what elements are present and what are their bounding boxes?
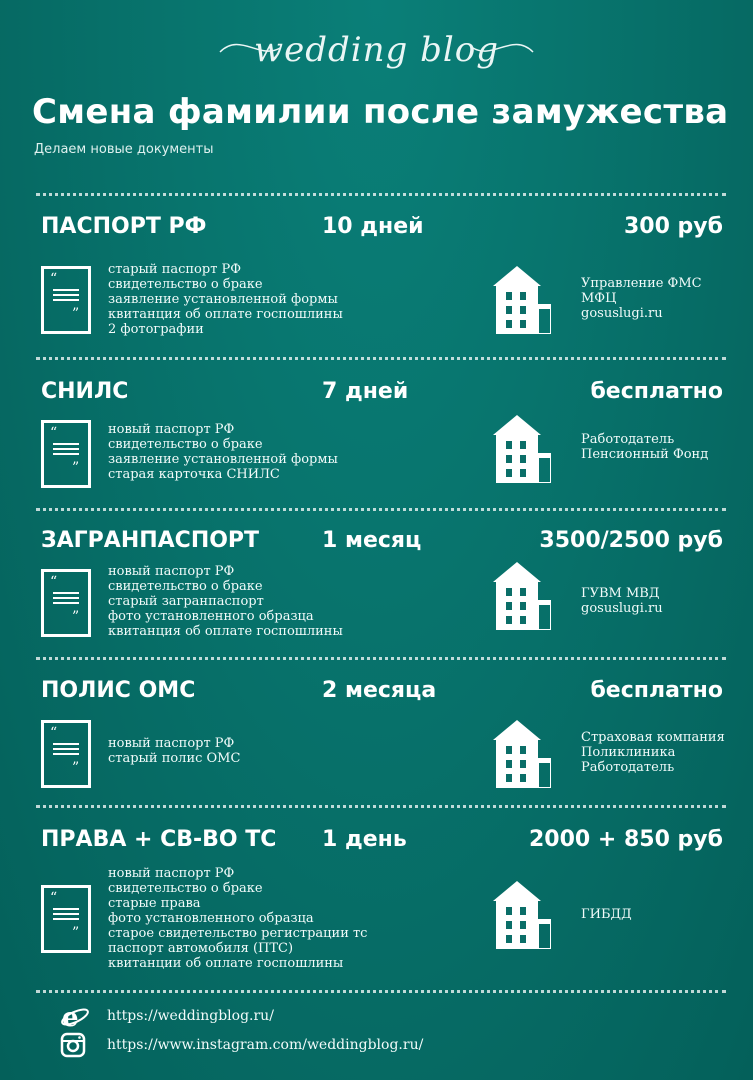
svg-text:e: e	[62, 1003, 79, 1029]
section-duration: 10 дней	[322, 214, 424, 239]
list-item: новый паспорт РФ	[108, 866, 235, 881]
svg-text:“: “	[50, 574, 58, 590]
documents-list	[108, 564, 343, 639]
section-price: бесплатно	[590, 379, 723, 404]
list-item: Страховая компания	[581, 730, 725, 745]
documents-list	[108, 866, 367, 971]
list-item: старые права	[108, 896, 201, 911]
section-price: 300 руб	[623, 214, 723, 239]
offices-list	[581, 432, 708, 462]
divider	[36, 508, 726, 511]
list-item: старый загранпаспорт	[108, 594, 264, 609]
svg-text:“: “	[50, 725, 58, 741]
list-item: gosuslugi.ru	[581, 306, 663, 321]
list-item: gosuslugi.ru	[581, 601, 663, 616]
divider	[36, 357, 726, 360]
instagram-link[interactable]: https://www.instagram.com/weddingblog.ru/	[107, 1037, 424, 1053]
list-item: квитанция об оплате госпошлины	[108, 307, 343, 322]
svg-text:”: ”	[72, 609, 80, 625]
offices-list	[581, 730, 725, 775]
list-item: Пенсионный Фонд	[581, 447, 709, 462]
building-icon	[493, 879, 551, 949]
list-item: 2 фотографии	[108, 322, 204, 337]
section-price: 2000 + 850 руб	[528, 827, 723, 852]
svg-text:”: ”	[72, 460, 80, 476]
divider	[36, 805, 726, 808]
list-item: свидетельство о браке	[108, 579, 263, 594]
divider	[36, 990, 726, 993]
document-icon	[41, 569, 91, 637]
section-duration: 7 дней	[322, 379, 409, 404]
svg-text:“: “	[50, 890, 58, 906]
list-item: Поликлиника	[581, 745, 676, 760]
svg-text:”: ”	[72, 306, 80, 322]
document-icon	[41, 885, 91, 953]
list-item: Работодатель	[581, 760, 675, 775]
section-price: 3500/2500 руб	[539, 528, 723, 553]
svg-text:”: ”	[72, 925, 80, 941]
list-item: свидетельство о браке	[108, 881, 263, 896]
page-title: Смена фамилии после замужества	[32, 92, 729, 132]
section-title: ЗАГРАНПАСПОРТ	[41, 528, 260, 553]
list-item: Управление ФМС	[581, 276, 702, 291]
section-title: ПОЛИС ОМС	[41, 678, 196, 703]
list-item: новый паспорт РФ	[108, 422, 235, 437]
list-item: старый паспорт РФ	[108, 262, 242, 277]
svg-text:“: “	[50, 271, 58, 287]
list-item: заявление установленной формы	[108, 292, 338, 307]
logo-text: wedding blog	[254, 30, 499, 70]
list-item: старая карточка СНИЛС	[108, 467, 280, 482]
building-icon	[493, 413, 551, 483]
building-icon	[493, 560, 551, 630]
divider	[36, 193, 726, 196]
document-icon	[41, 266, 91, 334]
list-item: новый паспорт РФ	[108, 564, 235, 579]
list-item: старый полис ОМС	[108, 751, 241, 766]
list-item: квитанция об оплате госпошлины	[108, 624, 343, 639]
section-duration: 2 месяца	[322, 678, 437, 703]
section-title: СНИЛС	[41, 379, 129, 404]
list-item: фото установленного образца	[108, 609, 314, 624]
list-item: квитанции об оплате госпошлины	[108, 956, 344, 971]
section-duration: 1 день	[322, 827, 407, 852]
internet-explorer-icon	[60, 1003, 90, 1029]
building-icon	[493, 718, 551, 788]
section-title: ПРАВА + СВ-ВО ТС	[41, 827, 277, 852]
offices-list	[581, 907, 632, 922]
list-item: Работодатель	[581, 432, 675, 447]
list-item: свидетельство о браке	[108, 277, 263, 292]
offices-list	[581, 586, 663, 616]
documents-list	[108, 422, 338, 482]
building-icon	[493, 264, 551, 334]
list-item: паспорт автомобиля (ПТС)	[108, 941, 294, 956]
page-subtitle: Делаем новые документы	[34, 142, 214, 157]
list-item: ГИБДД	[581, 907, 632, 922]
document-icon	[41, 420, 91, 488]
list-item: свидетельство о браке	[108, 437, 263, 452]
list-item: ГУВМ МВД	[581, 586, 660, 601]
divider	[36, 657, 726, 660]
logo	[0, 22, 753, 82]
list-item: фото установленного образца	[108, 911, 314, 926]
list-item: старое свидетельство регистрации тс	[108, 926, 368, 941]
section-title: ПАСПОРТ РФ	[41, 214, 207, 239]
section-duration: 1 месяц	[322, 528, 422, 553]
instagram-icon	[60, 1032, 86, 1058]
svg-text:“: “	[50, 425, 58, 441]
svg-text:”: ”	[72, 760, 80, 776]
documents-list	[108, 262, 343, 337]
site-link[interactable]: https://weddingblog.ru/	[107, 1008, 274, 1024]
documents-list	[108, 736, 240, 766]
document-icon	[41, 720, 91, 788]
list-item: заявление установленной формы	[108, 452, 338, 467]
section-price: бесплатно	[590, 678, 723, 703]
list-item: новый паспорт РФ	[108, 736, 235, 751]
list-item: МФЦ	[581, 291, 617, 306]
offices-list	[581, 276, 702, 321]
